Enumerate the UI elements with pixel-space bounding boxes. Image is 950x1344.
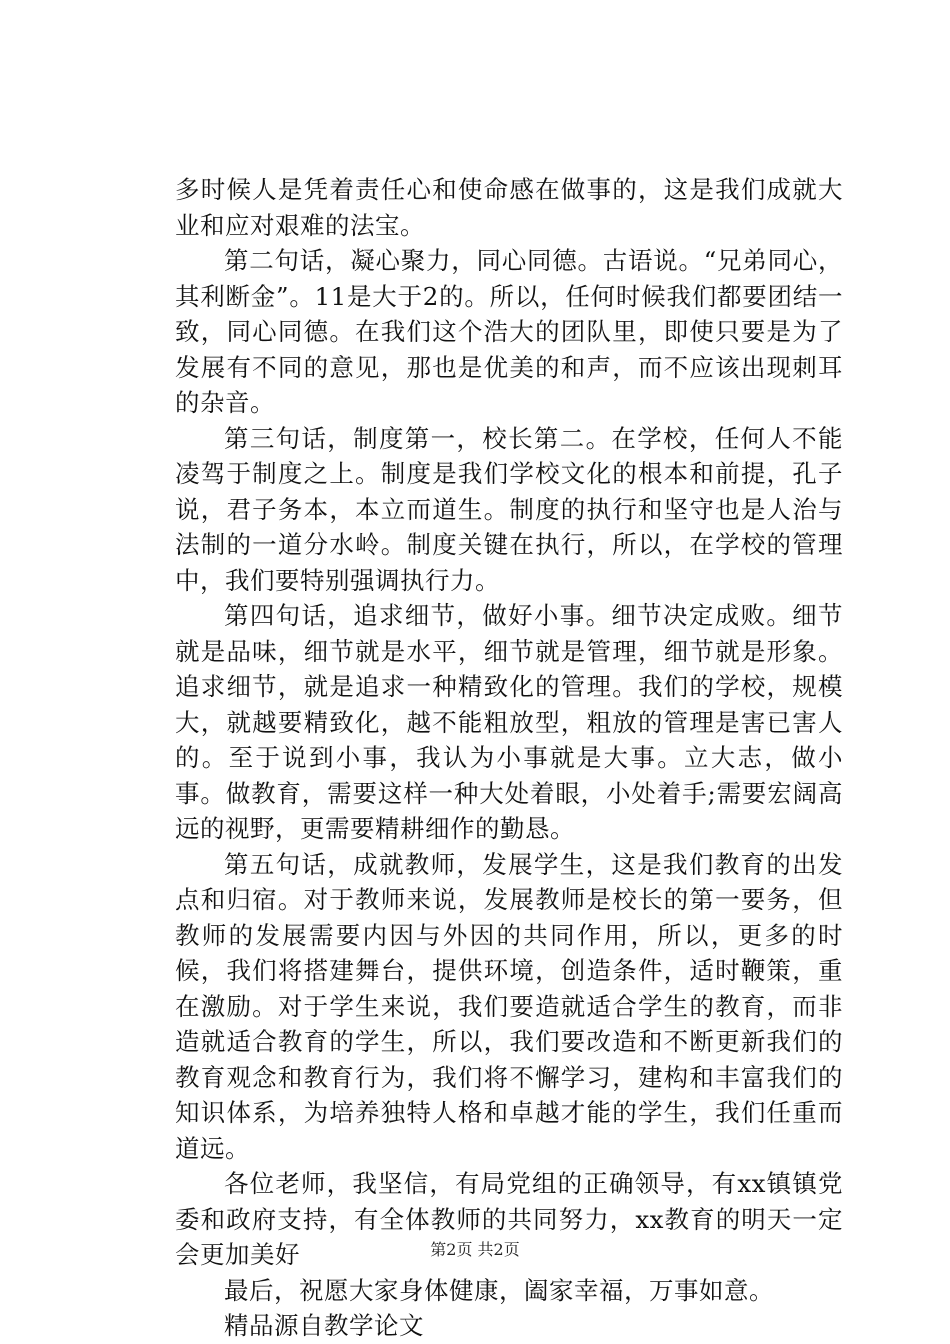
- document-body: [175, 172, 843, 1344]
- paragraph-fifth-point: 第五句话，成就教师，发展学生，这是我们教育的出发点和归宿。对于教师来说，发展教师是校长的第一要务，但教师的发展需要内因与外因的共同作用，所以，更多的时候，我们将搭建舞台，提供环境，创造条件，适时鞭策，重在激励。对于学生来说，我们要造就适合学生的教育，而非造就适合教育的学生，所以，我们要改造和不断更新我们的教育观念和教育行为，我们将不懈学习，建构和丰富我们的知识体系，为培养独特人格和卓越才能的学生，我们任重而道远。: [175, 849, 843, 1163]
- paragraph-continuation: 多时候人是凭着责任心和使命感在做事的，这是我们成就大业和应对艰难的法宝。: [175, 175, 843, 240]
- paragraph-closing-wishes: 最后，祝愿大家身体健康，阖家幸福，万事如意。: [224, 1275, 774, 1305]
- page-number-footer: 第2页 共2页: [430, 1240, 520, 1259]
- paragraph-source-note: 精品源自教学论文: [224, 1311, 424, 1340]
- paragraph-fourth-point: 第四句话，追求细节，做好小事。细节决定成败。细节就是品味，细节就是水平，细节就是管理，细节就是形象。追求细节，就是追求一种精致化的管理。我们的学校，规模大，就越要精致化，越不能粗放型，粗放的管理是害已害人的。至于说到小事，我认为小事就是大事。立大志，做小事。做教育，需要这样一种大处着眼，小处着手;需要宏阔高远的视野，更需要精耕细作的勤恳。: [175, 601, 843, 843]
- paragraph-third-point: 第三句话，制度第一，校长第二。在学校，任何人不能凌驾于制度之上。制度是我们学校文化的根本和前提，孔子说，君子务本，本立而道生。制度的执行和坚守也是人治与法制的一道分水岭。制度关键在执行，所以，在学校的管理中，我们要特别强调执行力。: [175, 423, 843, 595]
- paragraph-second-point: 第二句话，凝心聚力，同心同德。古语说。“兄弟同心，其利断金”。11是大于2的。所以，任何时候我们都要团结一致，同心同德。在我们这个浩大的团队里，即使只要是为了发展有不同的意见，那也是优美的和声，而不应该出现刺耳的杂音。: [175, 246, 843, 417]
- paragraph-belief: 各位老师，我坚信，有局党组的正确领导，有xx镇镇党委和政府支持，有全体教师的共同努力，xx教育的明天一定会更加美好: [175, 1169, 843, 1269]
